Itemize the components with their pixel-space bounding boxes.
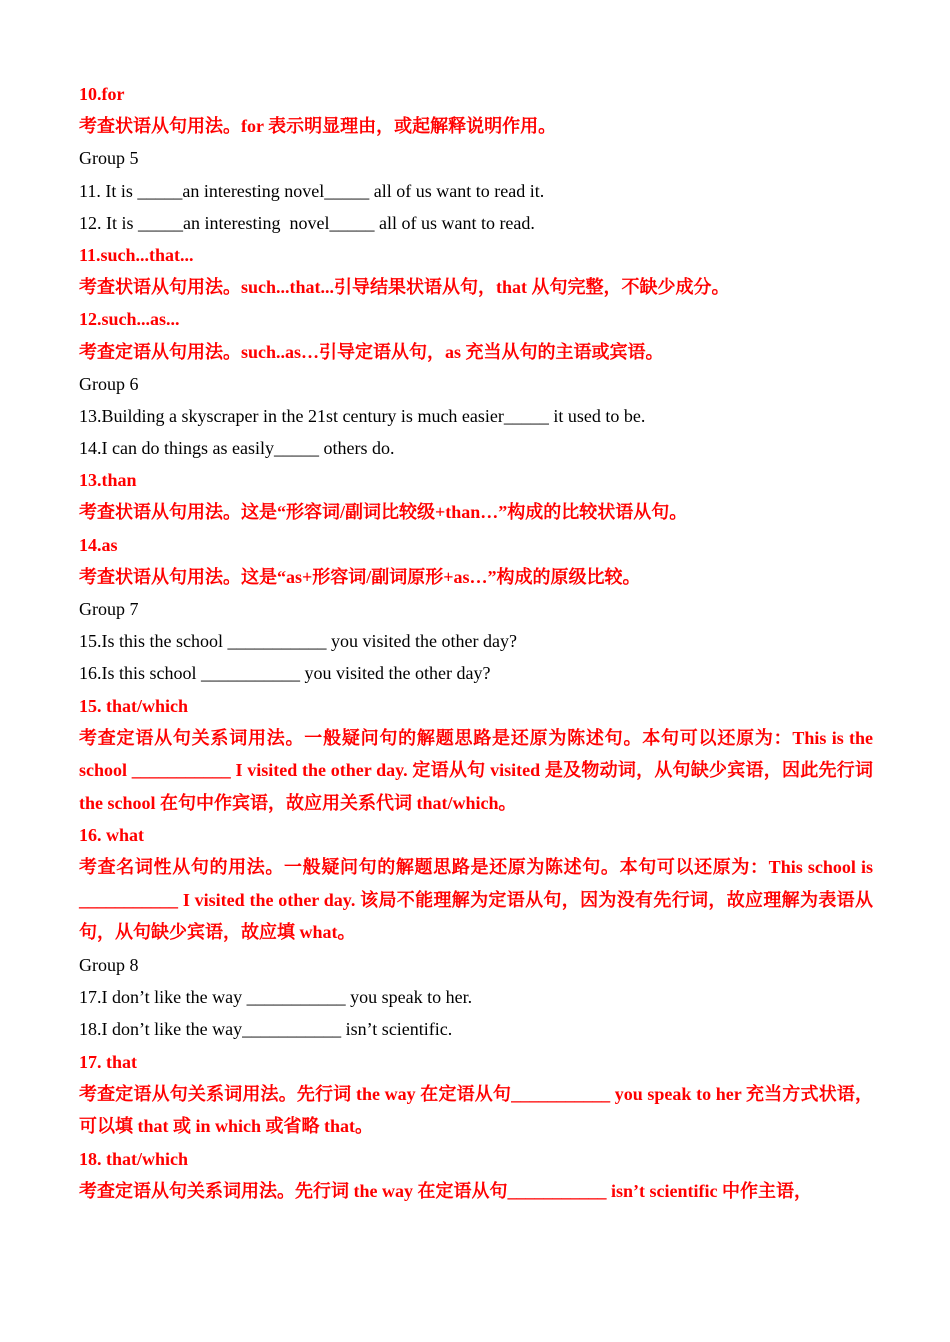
question-item: 14.I can do things as easily_____ others do.	[79, 438, 395, 459]
document-page	[79, 78, 873, 1207]
answer-heading: 18. that/which	[79, 1148, 189, 1169]
answer-explanation: 考查定语从句用法。such..as…引导定语从句，as 充当从句的主语或宾语。	[79, 341, 664, 362]
question-item: 11. It is _____an interesting novel_____ all of us want to read it.	[79, 180, 545, 201]
answer-explanation: 考查名词性从句的用法。一般疑问句的解题思路是还原为陈述句。本句可以还原为：This school is ___________ I visited the other day. 该局不能理解为定语从句，因为没有先行词，故应理解为表语从句，从句缺少宾语，故应填 what。	[79, 857, 873, 943]
group-heading: Group 8	[79, 954, 139, 975]
answer-heading: 17. that	[79, 1051, 137, 1072]
answer-explanation: 考查定语从句关系词用法。一般疑问句的解题思路是还原为陈述句。本句可以还原为：This is the school ___________ I visited the other day. 定语从句 visited 是及物动词，从句缺少宾语，因此先行词 the school 在句中作宾语，故应用关系代词 that/which。	[79, 727, 873, 813]
group-heading: Group 6	[79, 373, 139, 394]
answer-heading: 15. that/which	[79, 695, 189, 716]
answer-heading: 13.than	[79, 470, 137, 491]
answer-heading: 10.for	[79, 84, 125, 104]
group-heading: Group 5	[79, 148, 139, 169]
question-item: 13.Building a skyscraper in the 21st century is much easier_____ it used to be.	[79, 405, 646, 426]
answer-explanation: 考查状语从句用法。such...that...引导结果状语从句，that 从句完整，不缺少成分。	[79, 277, 730, 298]
question-item: 18.I don’t like the way___________ isn’t scientific.	[79, 1019, 453, 1040]
answer-explanation: 考查定语从句关系词用法。先行词 the way 在定语从句___________ isn’t scientific 中作主语，	[79, 1180, 812, 1201]
question-item: 15.Is this the school ___________ you visited the other day?	[79, 631, 517, 652]
question-item: 12. It is _____an interesting novel_____ all of us want to read.	[79, 212, 535, 233]
question-item: 16.Is this school ___________ you visited the other day?	[79, 663, 491, 684]
answer-explanation: 考查状语从句用法。这是“as+形容词/副词原形+as…”构成的原级比较。	[79, 566, 641, 587]
answer-heading: 16. what	[79, 825, 145, 846]
answer-explanation: 考查状语从句用法。for 表示明显理由，或起解释说明作用。	[79, 116, 557, 137]
question-item: 17.I don’t like the way ___________ you speak to her.	[79, 987, 473, 1008]
answer-heading: 14.as	[79, 534, 118, 555]
answer-heading: 12.such...as...	[79, 309, 180, 330]
answer-explanation: 考查定语从句关系词用法。先行词 the way 在定语从句___________ you speak to her 充当方式状语，可以填 that 或 in which 或省略 that。	[79, 1083, 873, 1137]
answer-heading: 11.such...that...	[79, 244, 194, 265]
group-heading: Group 7	[79, 599, 139, 619]
answer-explanation: 考查状语从句用法。这是“形容词/副词比较级+than…”构成的比较状语从句。	[79, 502, 688, 523]
